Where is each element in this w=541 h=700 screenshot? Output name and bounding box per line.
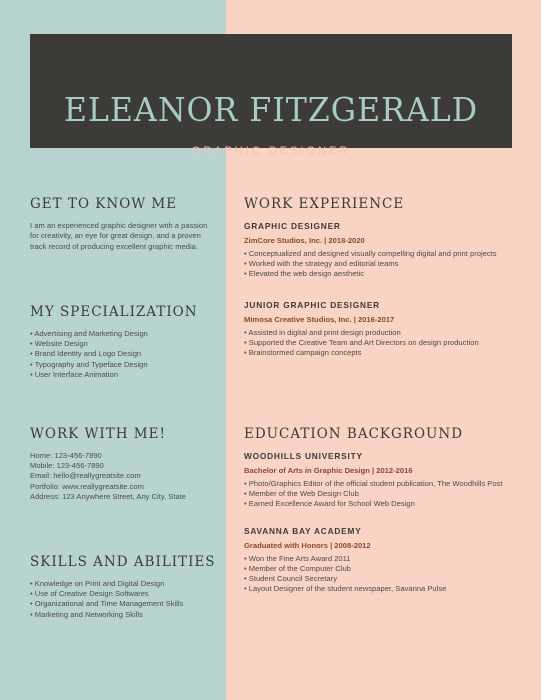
contact-address: Address: 123 Anywhere Street, Any City, State <box>30 491 187 501</box>
school-name: SAVANNA BAY ACADEMY <box>244 525 362 536</box>
work-section <box>244 196 514 358</box>
list-item: • User Interface Animation <box>30 369 118 379</box>
job-entry <box>244 221 514 280</box>
job-title: JUNIOR GRAPHIC DESIGNER <box>244 299 380 310</box>
skills-heading: SKILLS AND ABILITIES <box>30 554 216 570</box>
about-heading: GET TO KNOW ME <box>30 196 178 212</box>
list-item: • Worked with the strategy and editorial teams <box>244 259 399 269</box>
school-bullets <box>244 479 514 510</box>
list-item: • Brand Identity and Logo Design <box>30 349 142 359</box>
list-item: • Earned Excellence Award for School Web Design <box>244 499 415 509</box>
list-item: • Layout Designer of the student newspaper, Savanna Pulse <box>244 584 447 594</box>
work-heading: WORK EXPERIENCE <box>244 196 405 212</box>
contact-section <box>30 426 216 502</box>
specialization-heading: MY SPECIALIZATION <box>30 304 198 320</box>
job-bullets <box>244 249 514 280</box>
job-entry <box>244 300 514 359</box>
job-company: Mimosa Creative Studios, Inc. | 2016-2017 <box>244 314 395 324</box>
job-company: ZimCore Studios, Inc. | 2018-2020 <box>244 236 365 245</box>
candidate-role: GRAPHIC DESIGNER <box>191 145 351 157</box>
list-item: • Photo/Graphics Editor of the official student publication, The Woodhills Post <box>244 479 503 488</box>
list-item: • Supported the Creative Team and Art Directors on design production <box>244 337 479 347</box>
contact-phone-mobile: Mobile: 123-456-7890 <box>30 461 104 471</box>
skills-list <box>30 579 216 620</box>
about-text: I am an experienced graphic designer with a passion for creativity, an eye for great design, and a proven track record of producing excellent graphic media. <box>30 221 208 251</box>
list-item: • Conceptualized and designed visually compelling digital and print projects <box>244 249 497 258</box>
list-item: • Member of the Web Design Club <box>244 489 359 499</box>
contact-heading: WORK WITH ME! <box>30 426 166 442</box>
education-section <box>244 426 514 594</box>
school-degree: Bachelor of Arts in Graphic Design | 2012-2016 <box>244 466 413 475</box>
header-banner <box>30 34 512 157</box>
contact-phone-home: Home: 123-456-7890 <box>30 451 102 460</box>
school-degree: Graduated with Honors | 2008-2012 <box>244 540 371 550</box>
school-bullets <box>244 554 514 595</box>
contact-email: Email: hello@reallygreatsite.com <box>30 471 141 481</box>
list-item: • Won the Fine Arts Award 2011 <box>244 553 351 563</box>
specialization-section <box>30 304 210 380</box>
list-item: • Marketing and Networking Skills <box>30 609 143 619</box>
list-item: • Member of the Computer Club <box>244 563 351 573</box>
list-item: • Brainstormed campaign concepts <box>244 348 362 358</box>
skills-section <box>30 554 216 620</box>
list-item: • Website Design <box>30 339 88 349</box>
school-entry <box>244 526 514 595</box>
contact-list <box>30 451 216 502</box>
candidate-name: ELEANOR FITZGERALD <box>63 90 479 129</box>
list-item: • Organizational and Time Management Skills <box>30 599 184 609</box>
school-name: WOODHILLS UNIVERSITY <box>244 451 363 461</box>
list-item: • Advertising and Marketing Design <box>30 329 148 338</box>
list-item: • Knowledge on Print and Digital Design <box>30 579 165 588</box>
specialization-list <box>30 329 210 380</box>
list-item: • Use of Creative Design Softwares <box>30 589 149 599</box>
list-item: • Typography and Typeface Design <box>30 359 148 369</box>
about-section <box>30 196 208 252</box>
list-item: • Assisted in digital and print design production <box>244 327 401 337</box>
list-item: • Elevated the web design aesthetic <box>244 269 365 279</box>
school-entry <box>244 451 514 510</box>
job-bullets <box>244 328 514 359</box>
job-title: GRAPHIC DESIGNER <box>244 221 341 231</box>
list-item: • Student Council Secretary <box>244 574 337 584</box>
contact-portfolio: Portfolio: www.reallygreatsite.com <box>30 481 144 491</box>
education-heading: EDUCATION BACKGROUND <box>244 426 464 442</box>
